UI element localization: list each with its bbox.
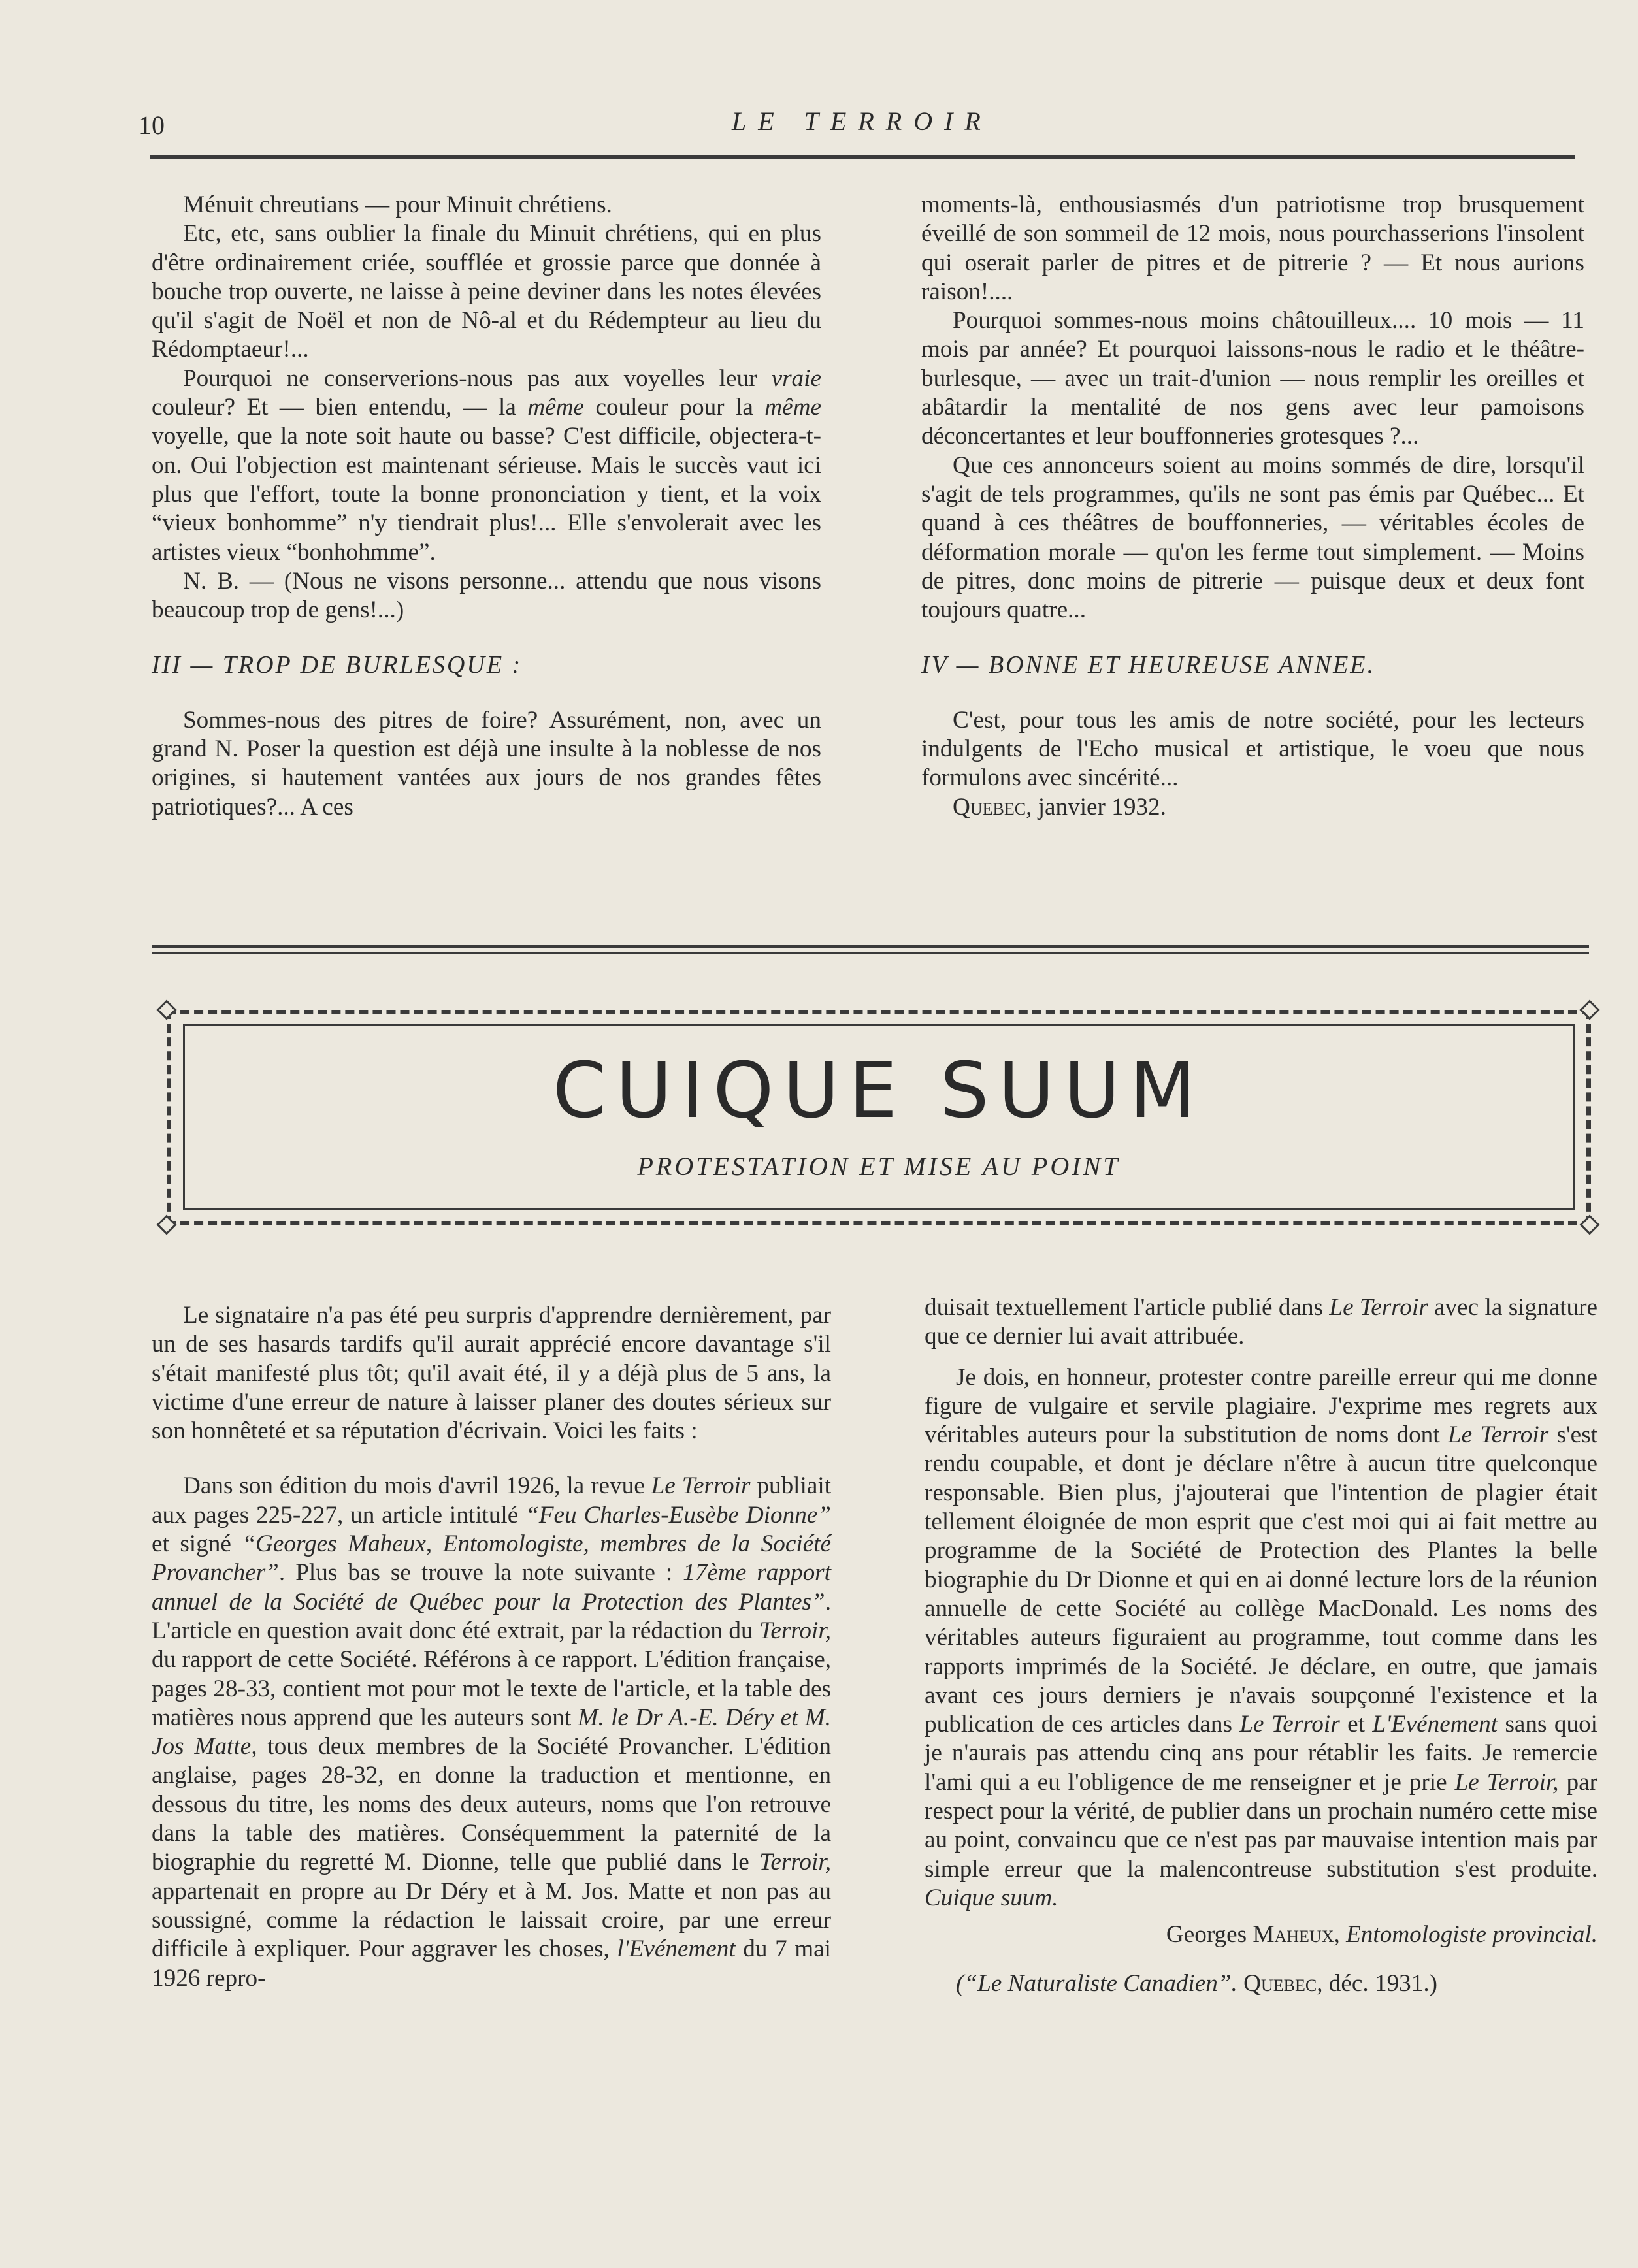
paragraph: Pourquoi ne conserverions-nous pas aux voyelles leur vraie couleur? Et — bien entendu, — la même couleur pour la même voyelle, que la note soit haute ou basse? C'est difficile, objectera-t-on. Oui l'objection est maintenant sérieuse. Mais le succès vaut ici plus que l'effort, toute la bonne prononciation y tient, et la voix “vieux bonhomme” n'y tiendrait plus!... Elle s'envolerait avec les artistes vieux “bonhohmme”. <box>152 364 821 566</box>
page-number: 10 <box>139 110 165 140</box>
signature: Georges Maheux, Entomologiste provincial. <box>1166 1921 1597 1949</box>
paragraph: Dans son édition du mois d'avril 1926, la revue Le Terroir publiait aux pages 225-227, un article intitulé “Feu Charles-Eusèbe Dionne” et signé “Georges Maheux, Entomologiste, membres de la Société Provancher”. Plus bas se trouve la note suivante : 17ème rapport annuel de la Société de Québec pour la Protection des Plantes”. L'article en question avait donc été extrait, par la rédaction du Terroir, du rapport de cette Société. Référons à ce rapport. L'édition française, pages 28-33, contient mot pour mot le texte de l'article, et la table des matières nous apprend que les auteurs sont M. le Dr A.-E. Déry et M. Jos Matte, tous deux membres de la Société Provancher. L'édition anglaise, pages 28-32, en donne la traduction et mentionne, en dessous du titre, les noms des deux auteurs, noms que l'on retrouve dans la table des matières. Conséquemment la paternité de la biographie du regretté M. Dionne, telle que publié dans le Terroir, appartenait en propre au Dr Déry et à M. Jos. Matte et non pas au soussigné, comme la rédaction le laissait croire, par une erreur difficile à expliquer. Pour aggraver les choses, l'Evénement du 7 mai 1926 repro- <box>152 1472 832 1992</box>
header-rule <box>150 155 1575 159</box>
bottom-left-column <box>152 1301 831 1993</box>
paragraph: Que ces annonceurs soient au moins sommés de dire, lorsqu'il s'agit de tels programmes, qu'ils ne sont pas émis par Québec... Et quand à ces théâtres de bouffonneries, — véritables écoles de déformation morale — qu'on les ferme tout simplement. — Moins de pitres, donc moins de pitrerie — puisque deux et deux font toujours quatre... <box>921 451 1584 624</box>
paragraph: Etc, etc, sans oublier la finale du Minuit chrétiens, qui en plus d'être ordinairement criée, soufflée et grossie parce que donnée à bouche trop ouverte, ne laisse à peine deviner dans les notes élevées qu'il s'agit de Noël et non de Nô-al et du Rédempteur au lieu du Rédomptaeur!... <box>152 220 821 363</box>
source-note: (“Le Naturaliste Canadien”. Quebec, déc. 1931.) <box>956 1969 1438 1997</box>
top-right-column <box>921 191 1584 822</box>
paragraph: moments-là, enthousiasmés d'un patriotisme trop brusquement éveillé de son sommeil de 12 mois, nous pourchasserions l'insolent qui oserait parler de pitres et de pitrerie ? — Et nous aurions raison!.... <box>921 191 1584 305</box>
paragraph: Je dois, en honneur, protester contre pareille erreur qui me donne figure de vulgaire et servile plagiaire. J'exprime mes regrets aux véritables auteurs pour la substitution de noms dont Le Terroir s'est rendu coupable, et dont je déclare n'être à aucun titre quelconque responsable. Bien plus, j'ajouterai que l'intention de plagier était tellement éloignée de mon esprit que c'est moi qui ai fait mettre au programme de la Société de Protection des Plantes la belle biographie du Dr Dionne et qui en ai donné lecture lors de la réunion annuelle de cette Société au collège MacDonald. Les noms des véritables auteurs figuraient au programme, tout comme dans les rapports imprimés de la Société. Je déclare, en outre, que jamais avant ces jours derniers je n'avais soupçonné l'existence et la publication de ces articles dans Le Terroir et L'Evénement sans quoi je n'aurais pas attendu cinq ans pour rétablir les faits. Je remercie l'ami qui a eu l'obligence de me renseigner et je prie Le Terroir, par respect pour la vérité, de publier dans un prochain numéro cette mise au point, convaincu que ce n'est pas par mauvaise intention mais par simple erreur que la malencontreuse substitution s'est produite. Cuique suum. <box>925 1363 1598 1911</box>
paragraph: Le signataire n'a pas été peu surpris d'apprendre dernièrement, par un de ses hasards tardifs qu'il aurait apprécié encore davantage s'il s'était manifesté plus tôt; qu'il avait été, il y a déjà plus de 5 ans, la victime d'une erreur de nature à laisser planer des doutes sérieux sur son honnêteté et sa réputation d'écrivain. Voici les faits : <box>152 1302 831 1445</box>
paragraph: N. B. — (Nous ne visons personne... attendu que nous visons beaucoup trop de gens!...) <box>152 567 821 624</box>
banner-subtitle: PROTESTATION ET MISE AU POINT <box>637 1152 1121 1181</box>
running-title: LE TERROIR <box>732 106 992 136</box>
paragraph: C'est, pour tous les amis de notre société, pour les lecteurs indulgents de l'Echo musical et artistique, le voeu que nous formulons avec sincérité... <box>921 706 1584 792</box>
banner-title: CUIQUE SUUM <box>552 1045 1205 1135</box>
paragraph: duisait textuellement l'article publié dans Le Terroir avec la signature que ce dernier lui avait attribuée. <box>925 1294 1598 1350</box>
section-heading-iii: III — TROP DE BURLESQUE : <box>152 651 523 679</box>
section-separator <box>152 945 1589 948</box>
bottom-right-column <box>925 1293 1597 1998</box>
paragraph: Sommes-nous des pitres de foire? Assurément, non, avec un grand N. Poser la question est déjà une insulte à la noblesse de nos origines, si hautement vantées aux jours de nos grandes fêtes patriotiques?... A ces <box>152 706 821 820</box>
section-heading-iv: IV — BONNE ET HEUREUSE ANNEE. <box>921 651 1375 679</box>
paragraph: Ménuit chreutians — pour Minuit chrétiens. <box>183 191 612 218</box>
top-left-column <box>152 191 821 822</box>
dateline: Quebec, janvier 1932. <box>953 793 1166 820</box>
section-separator <box>152 952 1589 954</box>
paragraph: Pourquoi sommes-nous moins châtouilleux.... 10 mois — 11 mois par année? Et pourquoi laissons-nous le radio et le théâtre-burlesque, — avec un trait-d'union — nous remplir les oreilles et abâtardir la mentalité de nos gens avec leur pamoisons déconcertantes et leur bouffonneries grotesques ?... <box>921 307 1584 450</box>
